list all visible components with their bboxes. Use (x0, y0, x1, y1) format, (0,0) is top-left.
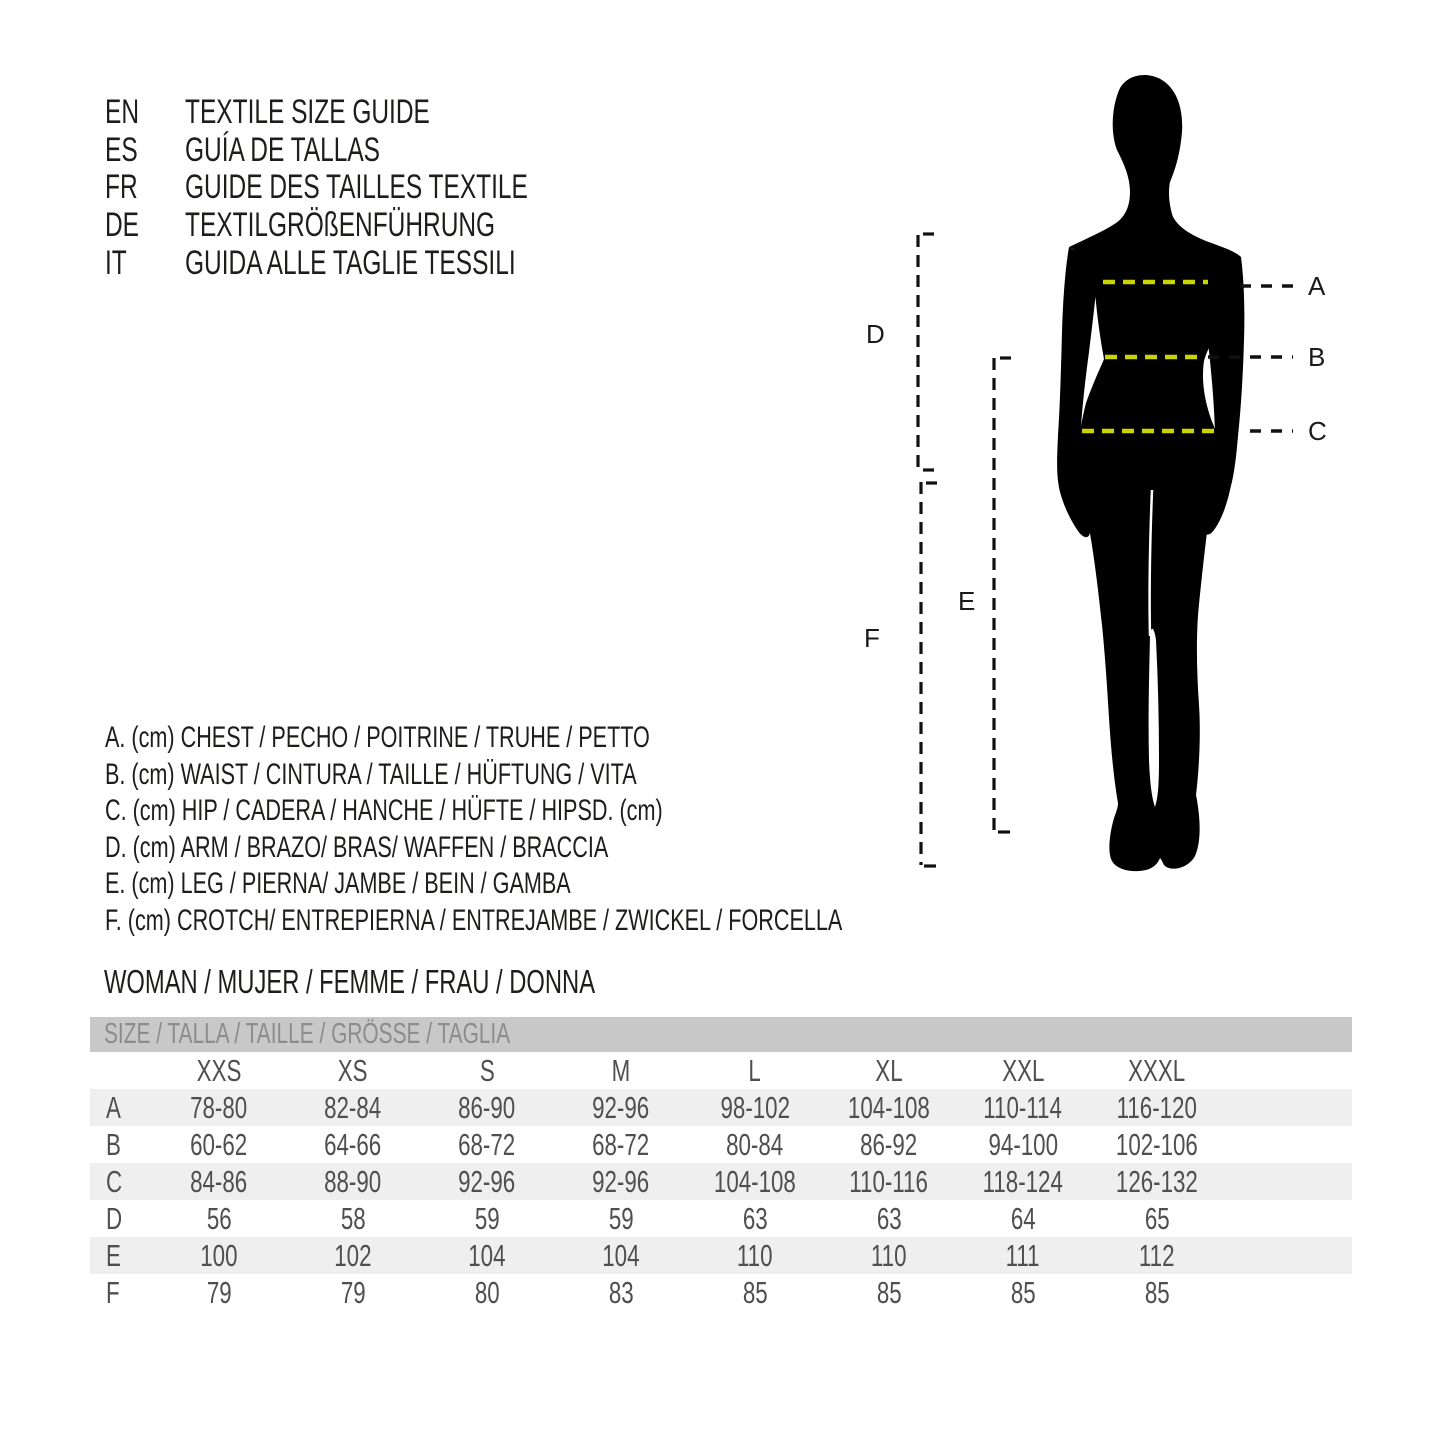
row-label-text: E (106, 1238, 121, 1273)
value-text: 85 (1010, 1275, 1036, 1310)
legend-line-text: E. (cm) LEG / PIERNA/ JAMBE / BEIN / GAMBA (105, 867, 571, 901)
size-column-header (1090, 1052, 1224, 1089)
gender-heading-text: WOMAN / MUJER / FEMME / FRAU / DONNA (104, 963, 596, 1000)
size-column-label: XS (338, 1053, 368, 1088)
language-code (105, 131, 185, 170)
value-text: 65 (1144, 1201, 1170, 1236)
value-text: 63 (742, 1201, 768, 1236)
value-text: 78-80 (190, 1090, 248, 1125)
legend-line-text: D. (cm) ARM / BRAZO/ BRAS/ WAFFEN / BRACCIA (105, 830, 609, 864)
language-row (105, 94, 661, 132)
size-column-header (956, 1052, 1090, 1089)
guide-title (185, 93, 525, 132)
value-cell (420, 1200, 554, 1237)
value-cell (1090, 1126, 1224, 1163)
value-text: 100 (200, 1238, 238, 1273)
language-row (105, 244, 661, 282)
size-column-header (822, 1052, 956, 1089)
value-cell (152, 1126, 286, 1163)
value-text: 92-96 (592, 1164, 650, 1199)
guide-title-text: GUIDE DES TAILLES TEXTILE (185, 168, 528, 207)
size-column-header (286, 1052, 420, 1089)
measure-label-a: A (1308, 271, 1326, 301)
value-text: 64 (1010, 1201, 1036, 1236)
measure-label-e: E (958, 586, 976, 616)
value-text: 104 (602, 1238, 640, 1273)
value-text: 116-120 (1116, 1090, 1198, 1125)
value-cell (152, 1274, 286, 1311)
language-code-text: FR (105, 168, 138, 207)
guide-title (185, 206, 616, 245)
value-text: 59 (608, 1201, 634, 1236)
value-cell (286, 1274, 420, 1311)
measurement-row (90, 1126, 1352, 1163)
language-code (105, 168, 185, 207)
value-text: 110 (871, 1238, 907, 1273)
value-cell (1090, 1200, 1224, 1237)
value-text: 68-72 (458, 1127, 516, 1162)
value-cell (420, 1237, 554, 1274)
value-cell (152, 1200, 286, 1237)
language-code (105, 206, 185, 245)
value-text: 111 (1006, 1238, 1040, 1273)
guide-title-text: GUIDA ALLE TAGLIE TESSILI (185, 243, 516, 282)
size-header-row (90, 1052, 1352, 1089)
language-code (105, 93, 185, 132)
value-cell (420, 1274, 554, 1311)
value-text: 98-102 (720, 1090, 790, 1125)
value-cell (286, 1237, 420, 1274)
value-text: 68-72 (592, 1127, 650, 1162)
guide-title-text: TEXTILGRÖßENFÜHRUNG (185, 206, 496, 245)
value-text: 88-90 (324, 1164, 382, 1199)
legend-line (105, 757, 1129, 794)
value-cell (688, 1163, 822, 1200)
value-cell (822, 1126, 956, 1163)
value-cell (152, 1237, 286, 1274)
size-column-header (420, 1052, 554, 1089)
guide-title-text: TEXTILE SIZE GUIDE (185, 93, 430, 132)
value-text: 102 (334, 1238, 372, 1273)
measure-label-c: C (1308, 416, 1327, 446)
language-code-text: EN (105, 93, 140, 132)
measurement-row (90, 1163, 1352, 1200)
value-cell (956, 1237, 1090, 1274)
value-cell (956, 1200, 1090, 1237)
value-cell (822, 1089, 956, 1126)
value-text: 118-124 (982, 1164, 1064, 1199)
value-cell (554, 1200, 688, 1237)
measurement-row (90, 1089, 1352, 1126)
legend-line (105, 720, 1129, 757)
value-text: 126-132 (1116, 1164, 1198, 1199)
gender-heading (104, 963, 786, 1001)
value-text: 83 (608, 1275, 634, 1310)
language-row (105, 207, 661, 245)
value-cell (286, 1200, 420, 1237)
value-text: 86-92 (860, 1127, 918, 1162)
measurement-row (90, 1237, 1352, 1274)
row-label (90, 1237, 152, 1274)
language-code-text: IT (105, 243, 127, 282)
value-text: 60-62 (190, 1127, 248, 1162)
size-table (90, 1017, 1352, 1311)
value-text: 80-84 (726, 1127, 784, 1162)
table-title (90, 1017, 1352, 1052)
value-cell (420, 1163, 554, 1200)
value-cell (956, 1089, 1090, 1126)
value-text: 56 (206, 1201, 232, 1236)
table-title-text: SIZE / TALLA / TAILLE / GRÖSSE / TAGLIA (104, 1018, 511, 1050)
measurement-row (90, 1200, 1352, 1237)
value-cell (1090, 1163, 1224, 1200)
value-cell (1090, 1089, 1224, 1126)
value-text: 92-96 (592, 1090, 650, 1125)
value-text: 110-114 (983, 1090, 1063, 1125)
value-cell (956, 1274, 1090, 1311)
value-text: 58 (340, 1201, 366, 1236)
measure-label-d: D (866, 319, 885, 349)
value-text: 82-84 (324, 1090, 382, 1125)
value-text: 79 (340, 1275, 366, 1310)
value-cell (956, 1126, 1090, 1163)
measurement-row (90, 1274, 1352, 1311)
value-cell (822, 1200, 956, 1237)
language-title-block (105, 94, 661, 282)
legend-line (105, 793, 1129, 830)
value-text: 63 (876, 1201, 902, 1236)
value-cell (1090, 1237, 1224, 1274)
row-label (90, 1089, 152, 1126)
measure-label-f: F (864, 623, 880, 653)
row-label-text: C (106, 1164, 123, 1199)
value-cell (152, 1163, 286, 1200)
value-text: 64-66 (324, 1127, 382, 1162)
value-cell (822, 1274, 956, 1311)
row-label (90, 1163, 152, 1200)
legend-line (105, 866, 1129, 903)
value-cell (554, 1274, 688, 1311)
value-cell (822, 1237, 956, 1274)
guide-title (185, 131, 456, 170)
value-cell (822, 1163, 956, 1200)
language-code (105, 244, 185, 283)
legend-line-text: F. (cm) CROTCH/ ENTREPIERNA / ENTREJAMBE / ZWICKEL / FORCELLA (105, 903, 843, 937)
value-cell (420, 1126, 554, 1163)
row-label-text: A (106, 1090, 121, 1125)
size-column-header (152, 1052, 286, 1089)
value-text: 102-106 (1116, 1127, 1198, 1162)
row-label-text: D (106, 1201, 123, 1236)
value-text: 104 (468, 1238, 506, 1273)
value-cell (286, 1163, 420, 1200)
value-text: 79 (206, 1275, 232, 1310)
measurement-legend (105, 720, 1129, 940)
size-column-header (688, 1052, 822, 1089)
value-cell (688, 1237, 822, 1274)
value-cell (688, 1200, 822, 1237)
value-cell (554, 1126, 688, 1163)
row-label-text: B (106, 1127, 121, 1162)
value-cell (286, 1089, 420, 1126)
value-text: 104-108 (714, 1164, 796, 1199)
measure-label-b: B (1308, 342, 1326, 372)
value-text: 92-96 (458, 1164, 516, 1199)
language-code-text: ES (105, 130, 138, 169)
value-cell (286, 1126, 420, 1163)
value-text: 85 (876, 1275, 902, 1310)
guide-title (185, 168, 661, 207)
size-column-label: S (479, 1053, 495, 1088)
guide-title-text: GUÍA DE TALLAS (185, 130, 381, 169)
size-column-header (554, 1052, 688, 1089)
legend-line-text: C. (cm) HIP / CADERA / HANCHE / HÜFTE / HIPSD. (cm) (105, 794, 663, 828)
size-column-label: XXXL (1128, 1053, 1186, 1088)
row-label (90, 1200, 152, 1237)
row-label (90, 1126, 152, 1163)
legend-line-text: A. (cm) CHEST / PECHO / POITRINE / TRUHE / PETTO (105, 721, 650, 754)
row-label (90, 1274, 152, 1311)
legend-line (105, 903, 1129, 940)
value-cell (688, 1274, 822, 1311)
value-cell (1090, 1274, 1224, 1311)
value-cell (956, 1163, 1090, 1200)
value-cell (152, 1089, 286, 1126)
language-row (105, 132, 661, 170)
value-cell (688, 1089, 822, 1126)
value-text: 86-90 (458, 1090, 516, 1125)
row-label-text: F (106, 1275, 120, 1310)
language-code-text: DE (105, 206, 140, 245)
value-cell (554, 1163, 688, 1200)
size-column-label: XXL (1001, 1053, 1045, 1088)
value-cell (688, 1126, 822, 1163)
value-text: 94-100 (988, 1127, 1058, 1162)
size-column-label: L (748, 1053, 762, 1088)
value-cell (420, 1089, 554, 1126)
value-text: 110 (737, 1238, 773, 1273)
legend-line-text: B. (cm) WAIST / CINTURA / TAILLE / HÜFTUNG / VITA (105, 757, 637, 791)
value-text: 59 (474, 1201, 500, 1236)
size-column-label: XXS (196, 1053, 242, 1088)
value-text: 80 (474, 1275, 500, 1310)
value-text: 112 (1139, 1238, 1175, 1273)
guide-title (185, 244, 644, 283)
value-text: 104-108 (848, 1090, 930, 1125)
value-text: 110-116 (849, 1164, 929, 1199)
value-text: 85 (1144, 1275, 1170, 1310)
size-header-spacer (90, 1052, 152, 1089)
size-column-label: M (611, 1053, 631, 1088)
value-cell (554, 1089, 688, 1126)
language-row (105, 169, 661, 207)
size-column-label: XL (875, 1053, 903, 1088)
value-text: 85 (742, 1275, 768, 1310)
value-cell (554, 1237, 688, 1274)
legend-line (105, 830, 1129, 867)
value-text: 84-86 (190, 1164, 248, 1199)
